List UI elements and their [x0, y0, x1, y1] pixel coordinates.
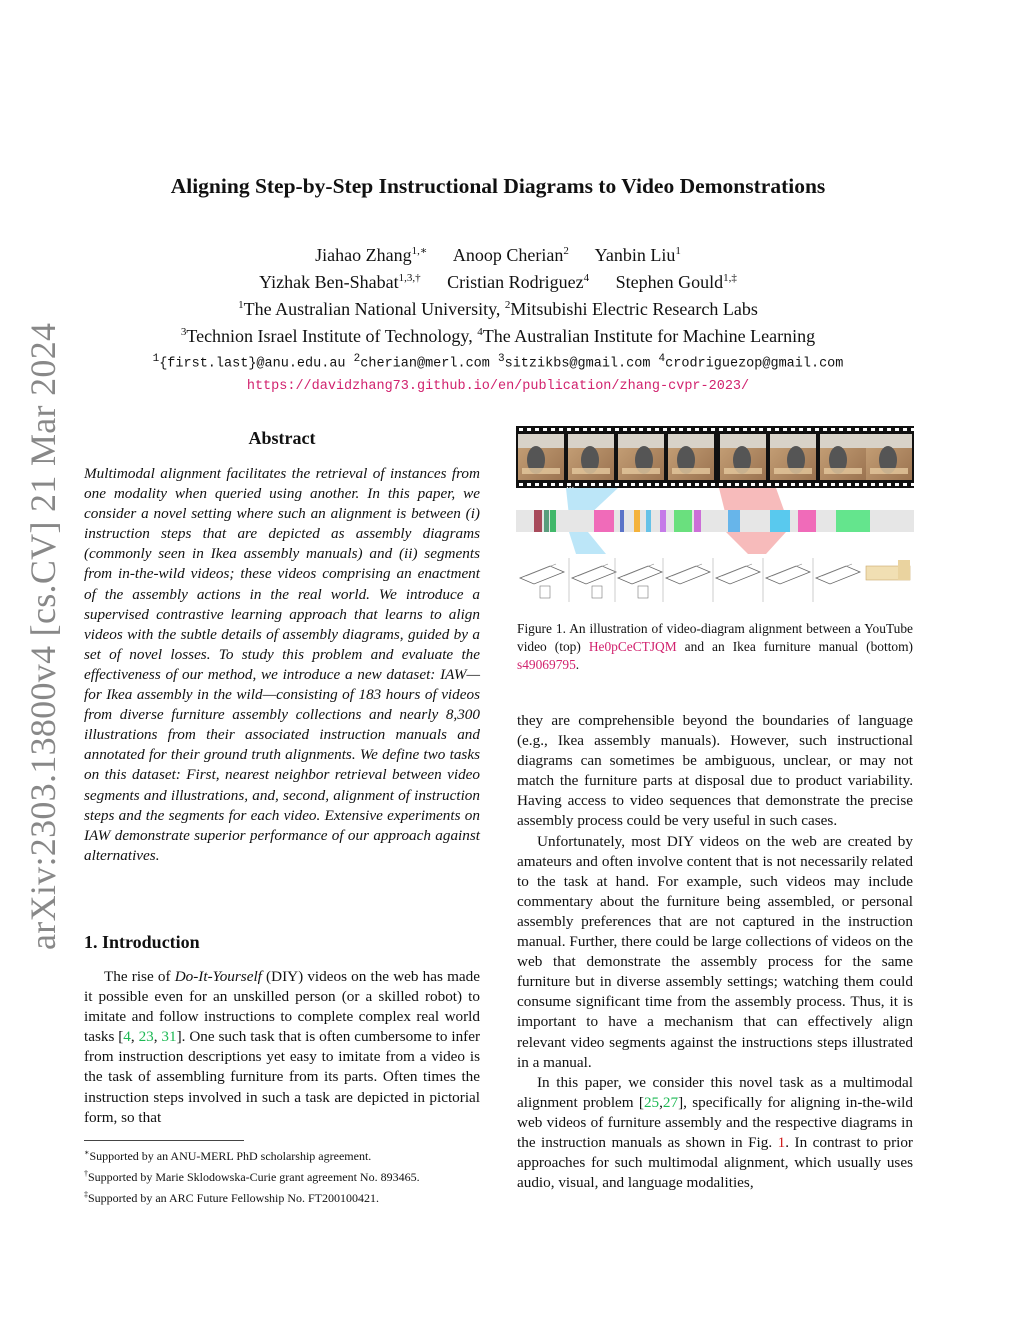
sprocket-hole — [527, 483, 531, 486]
frame-wall — [568, 434, 614, 448]
bed-headboard — [898, 560, 910, 580]
diagram-line — [526, 564, 556, 576]
caption-text: and an Ikea furniture manual (bottom) — [676, 639, 913, 654]
sprocket-hole — [655, 428, 659, 431]
citation-link[interactable]: 27 — [662, 1093, 679, 1111]
affil-sup: 3 — [180, 326, 187, 338]
sprocket-hole — [703, 428, 707, 431]
diagram-part — [592, 586, 602, 598]
sprocket-hole — [655, 483, 659, 486]
footnote-mark: † — [84, 1169, 88, 1178]
sprocket-hole — [615, 428, 619, 431]
abstract-text: Multimodal alignment facilitates the retrieval of instances from one modality when queried using another. In this paper, we consider a novel setting where such an alignment is between (i) instruction steps that are depicted as assembly diagrams (commonly seen in Ikea assembly manuals) and (ii) segments from in-the-wild videos; these videos comprising an enactment of the assembly actions in the real world. We introduce a supervised contrastive learning approach that learns to align videos with the subtle details of assembly diagrams, guided by a set of novel losses. To study this problem and evaluate the effectiveness of our method, we introduce a new dataset: IAW—for Ikea assembly in the wild—consisting of 183 hours of videos from diverse furniture assembly collections and nearly 8,300 illustrations from their associated instruction manuals and annotated for their ground truth alignments. We define two tasks on this dataset: First, nearest neighbor retrieval between video segments and illustrations, and, second, alignment of instruction steps and the segments for each video. Extensive experiments on IAW demonstrate superior performance of our approach against alternatives. — [84, 465, 480, 864]
furniture-part — [824, 468, 862, 474]
sprocket-hole — [623, 428, 627, 431]
sprocket-hole — [911, 428, 914, 431]
author-sup: 4 — [583, 272, 590, 284]
diagram-part — [638, 586, 648, 598]
segment-block — [728, 510, 740, 532]
text-run: Do-It-Yourself — [174, 968, 262, 985]
sprocket-hole — [879, 428, 883, 431]
text-run: The rise of — [104, 968, 175, 985]
text-run: ]. One such task that is often cumbersome to infer from instruction descriptions yet easy to imitate from a video is the task of assembling furniture from its parts. Often times the instruction steps involved in such a task are depicted in pictorial form, so that — [84, 1028, 481, 1126]
sprocket-hole — [727, 428, 731, 431]
diagram-line — [578, 564, 608, 576]
author-block — [80, 240, 916, 398]
sprocket-hole — [815, 428, 819, 431]
right-column-text — [517, 711, 913, 1193]
sprocket-hole — [807, 428, 811, 431]
sprocket-hole — [719, 483, 723, 486]
author-name: Jiahao Zhang — [315, 245, 412, 265]
sprocket-hole — [575, 483, 579, 486]
furniture-part — [622, 468, 660, 474]
sprocket-hole — [775, 483, 779, 486]
diagram-line — [822, 564, 852, 576]
sprocket-hole — [599, 483, 603, 486]
sprocket-hole — [671, 483, 675, 486]
diagram-sketch — [618, 566, 662, 584]
text-run: ], specifically for aligning in-the-wild web videos of furniture assembly and the respective diagrams in the instruction manuals as shown in Fig. — [517, 1093, 913, 1151]
sprocket-hole — [751, 483, 755, 486]
footnote — [84, 1186, 484, 1207]
sprocket-hole — [783, 483, 787, 486]
sprocket-hole — [623, 483, 627, 486]
affiliation: Technion Israel Institute of Technology, — [186, 326, 478, 346]
footnote — [84, 1144, 484, 1165]
affil-sup: 4 — [477, 326, 483, 338]
alignment-band-red-lower — [726, 532, 786, 554]
sprocket-hole — [727, 483, 731, 486]
sprocket-hole — [719, 428, 723, 431]
sprocket-hole — [855, 483, 859, 486]
sprocket-hole — [871, 428, 875, 431]
diagram-sketch — [520, 566, 564, 584]
sprocket-hole — [863, 428, 867, 431]
diagram-sketch — [716, 566, 760, 584]
caption-text: Figure 1. An illustration of video-diagram alignment between a YouTube video (top) — [517, 621, 913, 654]
sprocket-hole — [687, 483, 691, 486]
email-sup: 2 — [353, 353, 361, 365]
section-heading-introduction: 1. Introduction — [84, 932, 200, 952]
authors-line-2 — [80, 267, 916, 294]
sprocket-hole — [711, 483, 715, 486]
sprocket-hole — [903, 483, 907, 486]
furniture-part — [870, 468, 908, 474]
footnote-text: Supported by an ARC Future Fellowship No. FT200100421. — [88, 1191, 380, 1205]
sprocket-hole — [799, 483, 803, 486]
sprocket-hole — [663, 428, 667, 431]
affil-sup: 1 — [238, 299, 244, 311]
segment-block — [534, 510, 542, 532]
authors-line-1 — [80, 240, 916, 267]
frame-wall — [770, 434, 816, 448]
sprocket-hole — [551, 483, 555, 486]
sprocket-hole — [631, 428, 635, 431]
affiliation-line-2 — [80, 321, 916, 348]
author-name: Yizhak Ben-Shabat — [259, 272, 399, 292]
manual-diagrams — [520, 558, 910, 602]
author-sup: 1,3,† — [398, 272, 421, 284]
sprocket-hole — [839, 428, 843, 431]
furniture-part — [672, 468, 710, 474]
furniture-part — [724, 468, 762, 474]
sprocket-hole — [535, 428, 539, 431]
sprocket-hole — [759, 428, 763, 431]
segment-block — [674, 510, 692, 532]
email[interactable]: sitzikbs@gmail.com — [504, 356, 651, 372]
affiliation: The Australian National University, — [243, 299, 505, 319]
sprocket-hole — [551, 428, 555, 431]
sprocket-hole — [711, 428, 715, 431]
frame-wall — [668, 434, 714, 448]
sprocket-hole — [759, 483, 763, 486]
sprocket-hole — [767, 483, 771, 486]
sprocket-hole — [583, 483, 587, 486]
paragraph: In this paper, we consider this novel task as a multimodal alignment problem [25,27], specifically for aligning in-the-wild web videos of furniture assembly and the respective diagrams in the instruction manuals as shown in Fig. 1. In contrast to prior approaches for such multimodal alignment, which usually uses audio, visual, and language modalities, — [517, 1073, 913, 1192]
email[interactable]: cherian@merl.com — [360, 356, 490, 372]
paragraph: Unfortunately, most DIY videos on the web are created by amateurs and often involve content that is not necessarily related to the task at hand. For example, such videos may include commentary about the furniture being assembled, or personal assembly preferences that are not captured in the instruction manual. Further, there could be large collections of videos on the web that demonstrate the assembly process for the same furniture but in diverse assembly settings; watching them could consume significant time from the assembly process. Thus, it is important to have a mechanism that can effectively align relevant video segments against the instructions steps illustrated in a manual. — [517, 832, 913, 1071]
segment-block — [798, 510, 816, 532]
footnote-text: Supported by Marie Sklodowska-Curie grant agreement No. 893465. — [88, 1170, 420, 1184]
furniture-part — [522, 468, 560, 474]
sprocket-hole — [863, 483, 867, 486]
figure-1 — [516, 426, 914, 604]
text-run: (DIY) videos on the web has made it possible even for an unskilled person (or a skilled robot) to imitate and follow instructions to complete complex real world tasks [ — [84, 968, 480, 1046]
footnote-text: Supported by an ANU-MERL PhD scholarship agreement. — [89, 1149, 372, 1163]
sprocket-hole — [911, 483, 914, 486]
author-name: Anoop Cherian — [452, 245, 564, 265]
footnote — [84, 1165, 484, 1186]
sprocket-hole — [559, 483, 563, 486]
sprocket-hole — [735, 428, 739, 431]
paragraph: they are comprehensible beyond the boundaries of language (e.g., Ikea assembly manuals). However, such instructional diagrams can sometimes be ambiguous, unclear, or may not match the furniture parts at disposal due to product variability. Having access to video sequences that demonstrate the precise assembly process could be very useful in such cases. — [517, 712, 913, 830]
segment-block — [660, 510, 666, 532]
diagram-line — [624, 564, 654, 576]
diagram-sketch — [816, 566, 860, 584]
figure-1-caption — [517, 620, 913, 674]
sprocket-hole — [887, 428, 891, 431]
sprocket-hole — [791, 428, 795, 431]
sprocket-hole — [775, 428, 779, 431]
email-line — [80, 348, 916, 376]
affiliation: The Australian Institute for Machine Learning — [482, 326, 816, 346]
furniture-part — [572, 468, 610, 474]
sprocket-hole — [847, 483, 851, 486]
sprocket-hole — [823, 483, 827, 486]
diagram-sketch — [766, 566, 810, 584]
citation-link[interactable]: 4 — [123, 1028, 131, 1046]
sprocket-hole — [679, 483, 683, 486]
diagram-sketch — [666, 566, 710, 584]
arxiv-stamp: arXiv:2303.13800v4 [cs.CV] 21 Mar 2024 — [23, 322, 63, 950]
email-sup: 4 — [658, 353, 666, 365]
sprocket-hole — [847, 428, 851, 431]
sprocket-hole — [535, 483, 539, 486]
sprocket-hole — [639, 428, 643, 431]
sprocket-hole — [607, 483, 611, 486]
email[interactable]: {first.last}@anu.edu.au — [159, 356, 346, 372]
project-url-link[interactable]: https://davidzhang73.github.io/en/publication/zhang-cvpr-2023/ — [246, 378, 750, 394]
abstract-heading: Abstract — [248, 428, 316, 448]
frame-wall — [618, 434, 664, 448]
citation-link[interactable]: 31 — [161, 1028, 177, 1046]
author-name: Yanbin Liu — [594, 245, 676, 265]
email-sup: 1 — [152, 353, 160, 365]
sprocket-hole — [815, 483, 819, 486]
segment-block — [550, 510, 556, 532]
sprocket-hole — [903, 428, 907, 431]
segment-block — [694, 510, 701, 532]
diagram-part — [540, 586, 550, 598]
frame-wall — [866, 434, 912, 448]
author-sup: 1,∗ — [411, 245, 428, 257]
sprocket-hole — [703, 483, 707, 486]
affiliation-line-1 — [80, 294, 916, 321]
manual-id-link[interactable]: s49069795 — [517, 657, 576, 672]
diagram-line — [672, 564, 702, 576]
sprocket-hole — [831, 483, 835, 486]
affil-sup: 2 — [504, 299, 511, 311]
citation-link[interactable]: 25 — [643, 1093, 660, 1111]
sprocket-hole — [743, 483, 747, 486]
furniture-part — [774, 468, 812, 474]
paper-title: Aligning Step-by-Step Instructional Diagrams to Video Demonstrations — [170, 174, 826, 198]
affiliation: Mitsubishi Electric Research Labs — [510, 299, 758, 319]
diagram-sketch — [572, 566, 616, 584]
citation-link[interactable]: 23 — [138, 1028, 154, 1046]
ellipsis-video-1: ... — [566, 480, 575, 491]
segment-block — [594, 510, 614, 532]
footnote-mark: ‡ — [84, 1190, 88, 1199]
sprocket-hole — [519, 428, 523, 431]
sprocket-hole — [575, 428, 579, 431]
sprocket-hole — [687, 428, 691, 431]
sprocket-hole — [855, 428, 859, 431]
sprocket-hole — [735, 483, 739, 486]
caption-text: . — [575, 657, 580, 672]
sprocket-hole — [647, 483, 651, 486]
author-name: Stephen Gould — [615, 272, 724, 292]
segment-block — [544, 510, 549, 532]
sprocket-hole — [743, 428, 747, 431]
footnote-rule — [84, 1140, 244, 1141]
segment-block — [646, 510, 651, 532]
alignment-band-blue-lower — [569, 532, 606, 554]
text-run: In this paper, we consider this novel task as a multimodal alignment problem [ — [517, 1073, 913, 1111]
sprocket-hole — [647, 428, 651, 431]
sprocket-hole — [887, 483, 891, 486]
email-sup: 3 — [498, 353, 505, 365]
author-sup: 1 — [675, 245, 681, 257]
frame-wall — [720, 434, 766, 448]
diagram-line — [722, 564, 752, 576]
sprocket-hole — [695, 428, 699, 431]
sprocket-hole — [583, 428, 587, 431]
figure-ref-link[interactable]: 1 — [777, 1133, 786, 1151]
sprocket-hole — [639, 483, 643, 486]
segment-block — [634, 510, 640, 532]
sprocket-hole — [895, 483, 899, 486]
intro-paragraph: The rise of Do-It-Yourself (DIY) videos on the web has made it possible even for an unskilled person (or a skilled robot) to imitate and follow instructions to complete complex real world tasks [4, 23, 31]. One such task that is often cumbersome to infer from instruction descriptions yet easy to imitate from a video is the task of assembling furniture from its parts. Often times the instruction steps involved in such a task are depicted in pictorial form, so that — [84, 968, 481, 1126]
footnote-mark: ∗ — [84, 1148, 90, 1157]
sprocket-hole — [631, 483, 635, 486]
diagram-line — [772, 564, 802, 576]
sprocket-hole — [591, 483, 595, 486]
sprocket-hole — [871, 483, 875, 486]
segment-block — [836, 510, 870, 532]
sprocket-hole — [791, 483, 795, 486]
sprocket-hole — [559, 428, 563, 431]
author-name: Cristian Rodriguez — [447, 272, 584, 292]
sprocket-hole — [895, 428, 899, 431]
sprocket-hole — [615, 483, 619, 486]
sprocket-hole — [879, 483, 883, 486]
sprocket-hole — [567, 428, 571, 431]
video-id-link[interactable]: He0pCeCTJQM — [588, 639, 677, 654]
sprocket-hole — [599, 428, 603, 431]
sprocket-hole — [807, 483, 811, 486]
sprocket-hole — [695, 483, 699, 486]
sprocket-hole — [527, 428, 531, 431]
sprocket-hole — [663, 483, 667, 486]
sprocket-hole — [671, 428, 675, 431]
sprocket-hole — [839, 483, 843, 486]
sprocket-hole — [607, 428, 611, 431]
sprocket-hole — [767, 428, 771, 431]
segment-block — [770, 510, 790, 532]
sprocket-hole — [679, 428, 683, 431]
sprocket-hole — [823, 428, 827, 431]
sprocket-hole — [543, 428, 547, 431]
sprocket-hole — [519, 483, 523, 486]
sprocket-hole — [591, 428, 595, 431]
email[interactable]: crodriguezop@gmail.com — [665, 356, 844, 372]
sprocket-hole — [831, 428, 835, 431]
author-sup: 2 — [563, 245, 569, 257]
frame-wall — [518, 434, 564, 448]
frame-wall — [820, 434, 866, 448]
sprocket-hole — [543, 483, 547, 486]
sprocket-hole — [751, 428, 755, 431]
text-run: . In contrast to prior approaches for such multimodal alignment, which usually uses audio, visual, and language modalities, — [517, 1133, 913, 1192]
author-sup: 1,‡ — [723, 272, 737, 284]
footnotes — [84, 1144, 484, 1207]
sprocket-hole — [799, 428, 803, 431]
segment-block — [620, 510, 624, 532]
sprocket-hole — [783, 428, 787, 431]
